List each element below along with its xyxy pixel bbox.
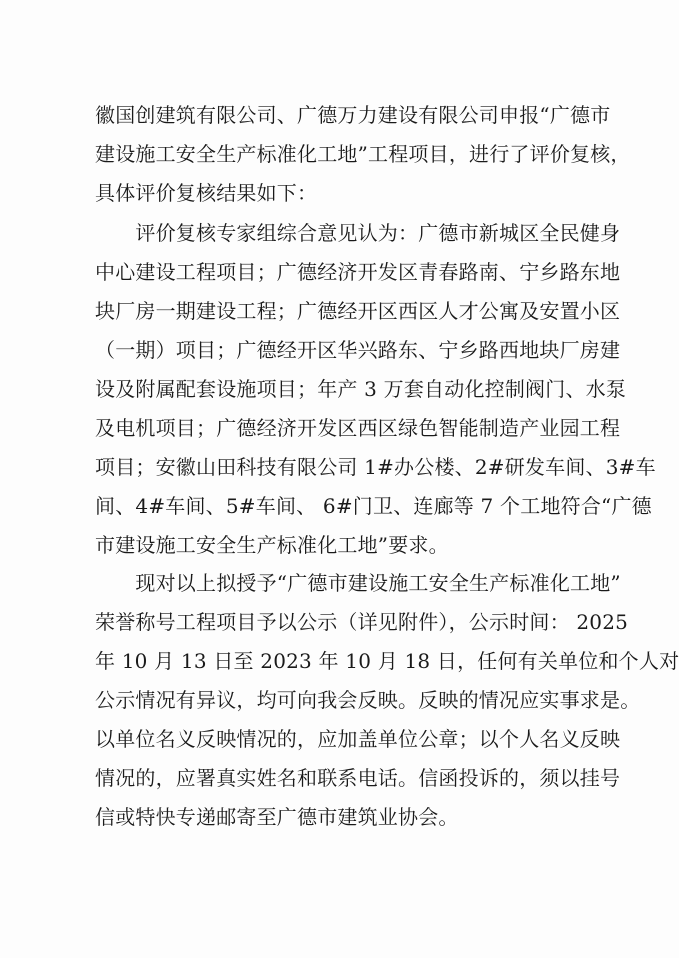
text-line: 具体评价复核结果如下： [95,181,318,205]
text-line: 现对以上拟授予“广德市建设施工安全生产标准化工地” [95,571,621,595]
text-line: 信或特快专递邮寄至广德市建筑业协会。 [95,805,459,829]
text-line: 设及附属配套设施项目；年产 3 万套自动化控制阀门、水泵 [95,377,627,401]
text-line: 情况的，应署真实姓名和联系电话。信函投诉的，须以挂号 [95,766,621,790]
text-line: 块厂房一期建设工程；广德经开区西区人才公寓及安置小区 [95,299,621,323]
text-line: 中心建设工程项目；广德经济开发区青春路南、宁乡路东地 [95,260,621,284]
text-line: 年 10 月 13 日至 2023 年 10 月 18 日，任何有关单位和个人对 [95,649,679,673]
text-line: 评价复核专家组综合意见认为：广德市新城区全民健身 [95,221,621,245]
paragraph-expert-opinion [95,214,656,565]
text-line: 公示情况有异议，均可向我会反映。反映的情况应实事求是。 [95,688,641,712]
paragraph-intro [95,96,631,213]
text-line: 徽国创建筑有限公司、广德万力建设有限公司申报“广德市 [95,103,611,127]
text-line: 及电机项目；广德经济开发区西区绿色智能制造产业园工程 [95,416,621,440]
text-line: 以单位名义反映情况的，应加盖单位公章；以个人名义反映 [95,727,621,751]
text-line: 荣誉称号工程项目予以公示（详见附件），公示时间： 2025 [95,610,629,634]
text-line: 建设施工安全生产标准化工地”工程项目，进行了评价复核， [95,142,631,166]
text-line: 间、4#车间、5#车间、 6#门卫、连廊等 7 个工地符合“广德 [95,494,652,518]
paragraph-public-notice [95,564,679,837]
text-line: 项目；安徽山田科技有限公司 1#办公楼、2#研发车间、3#车 [95,455,656,479]
text-line: 市建设施工安全生产标准化工地”要求。 [95,533,449,557]
text-line: （一期）项目；广德经开区华兴路东、宁乡路西地块厂房建 [95,338,621,362]
